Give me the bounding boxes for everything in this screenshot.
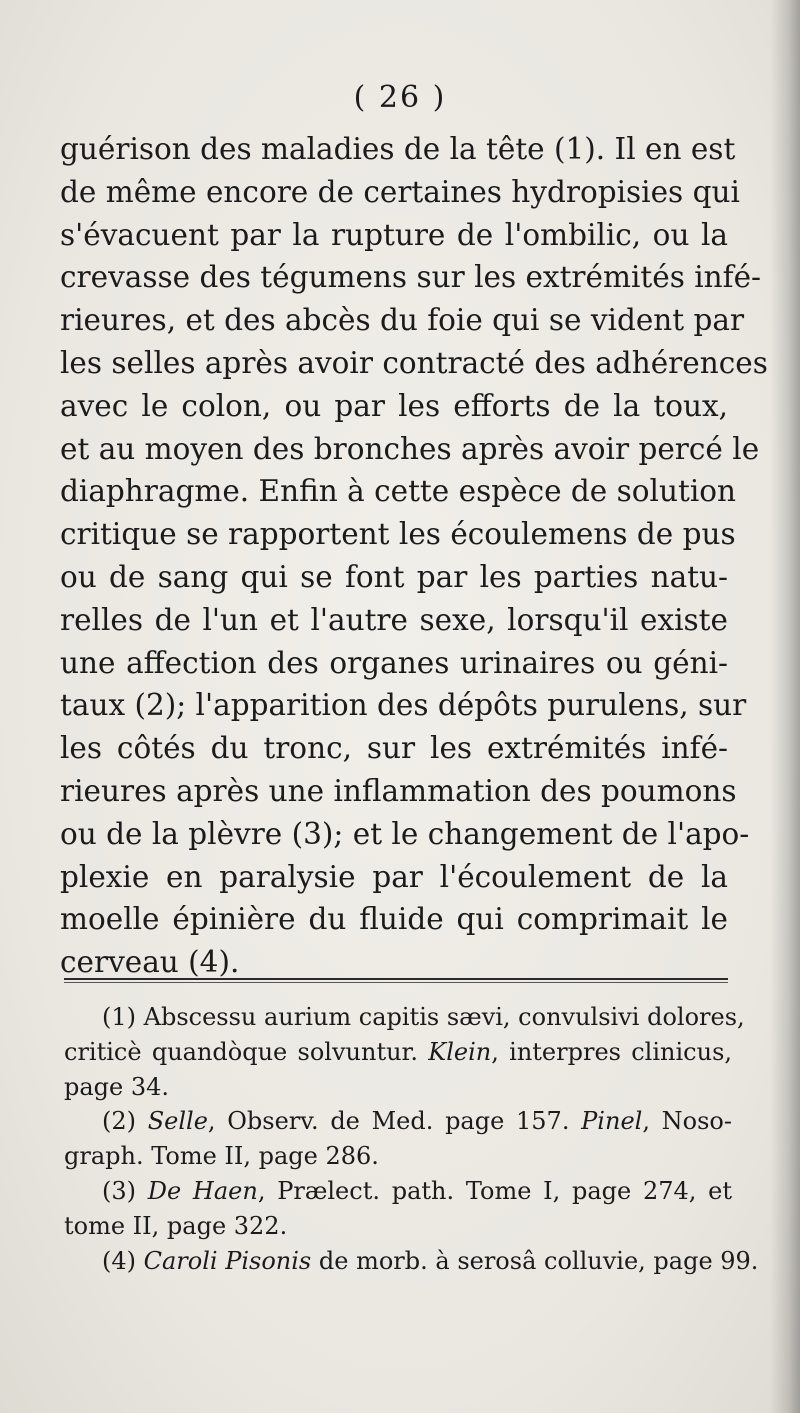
text-line: cerveau (4).	[60, 945, 240, 980]
text-line: les côtés du tronc, sur les extrémités infé-	[60, 731, 728, 766]
footnote-author: Pinel	[581, 1107, 643, 1136]
body-text	[60, 128, 768, 984]
footnote-2-line: graph. Tome II, page 286.	[64, 1142, 379, 1171]
footnote-author: Caroli Pisonis	[143, 1246, 312, 1275]
text-line: de même encore de certaines hydropisies qui	[60, 174, 740, 209]
text-line: diaphragme. Enfin à cette espèce de solution	[60, 474, 737, 509]
text-line: rieures, et des abcès du foie qui se vident par	[60, 303, 745, 338]
text-line: taux (2); l'apparition des dépôts purulens, sur	[60, 688, 747, 723]
text-line: crevasse des tégumens sur les extrémités infé-	[60, 260, 761, 295]
text-line: avec le colon, ou par les efforts de la toux,	[60, 388, 728, 423]
text-line: plexie en paralysie par l'écoulement de la	[60, 859, 728, 894]
text-line: ou de la plèvre (3); et le changement de l'apo-	[60, 816, 750, 851]
footnote-author: De Haen	[147, 1176, 258, 1205]
footnote-separator-rule	[64, 978, 728, 980]
text-line: s'évacuent par la rupture de l'ombilic, ou la	[60, 217, 728, 252]
footnote-1-line: (1) Abscessu aurium capitis sævi, convulsivi dolores,	[102, 1003, 745, 1031]
footnote-1-line: criticè quandòque solvuntur. Klein, interpres clinicus,	[64, 1037, 733, 1066]
page-edge-shadow	[770, 0, 800, 1413]
footnotes	[64, 1000, 759, 1278]
footnote-1-line: page 34.	[64, 1072, 170, 1101]
text-line: une affection des organes urinaires ou géni-	[60, 645, 728, 680]
text-line: critique se rapportent les écoulemens de pus	[60, 517, 736, 552]
text-line: ou de sang qui se font par les parties natu-	[60, 559, 728, 594]
text-line: et au moyen des bronches après avoir percé le	[60, 431, 760, 466]
text-line: relles de l'un et l'autre sexe, lorsqu'il existe	[60, 602, 728, 637]
footnote-3-line: tome II, page 322.	[64, 1211, 288, 1240]
footnote-2-line: (2) Selle, Observ. de Med. page 157. Pinel, Noso-	[102, 1107, 732, 1136]
footnote-author: Klein	[428, 1037, 492, 1066]
footnote-4-line: (4) Caroli Pisonis de morb. à serosâ colluvie, page 99.	[102, 1246, 759, 1275]
text-line: les selles après avoir contracté des adhérences	[60, 345, 768, 380]
footnote-author: Selle	[147, 1107, 208, 1136]
footnote-3-line: (3) De Haen, Prælect. path. Tome I, page 274, et	[102, 1176, 732, 1205]
text-line: rieures après une inflammation des poumons	[60, 773, 737, 808]
text-line: moelle épinière du fluide qui comprimait le	[60, 902, 728, 937]
page-number: ( 26 )	[353, 80, 447, 115]
text-line: guérison des maladies de la tête (1). Il en est	[60, 132, 736, 166]
